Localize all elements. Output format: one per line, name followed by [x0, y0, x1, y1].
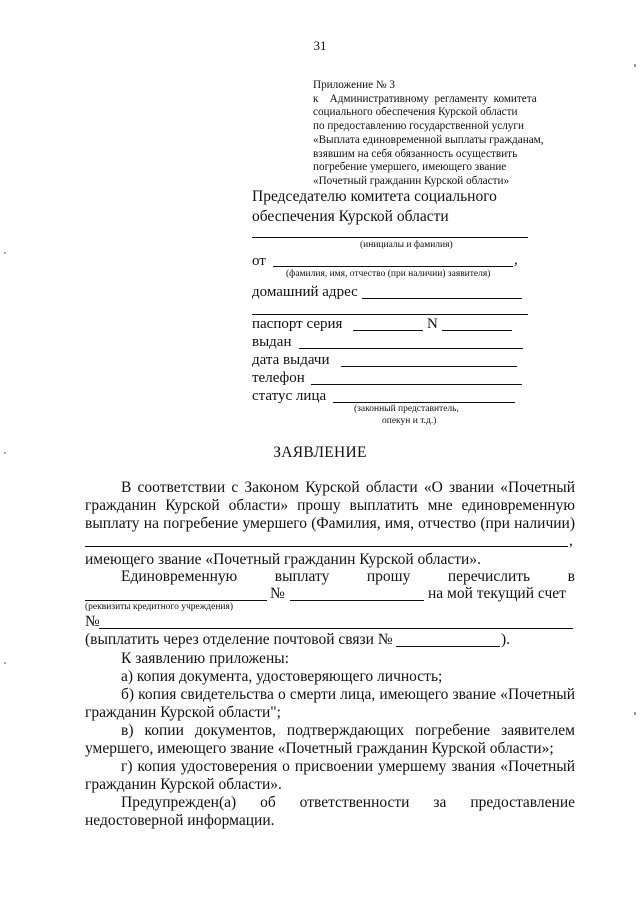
fio-hint: (фамилия, имя, отчество (при наличии) заявителя): [286, 269, 491, 279]
post-office-text: (выплатить через отделение почтовой связи №: [85, 631, 393, 648]
document-title: ЗАЯВЛЕНИЕ: [273, 444, 367, 461]
phone-label: телефон: [252, 370, 305, 386]
status-line[interactable]: [333, 390, 515, 403]
payment-request-row: [85, 568, 575, 587]
status-hint: опекун и т.д.): [382, 416, 437, 426]
attachment-item: в) копии документов, подтверждающих погребение заявителем: [121, 722, 575, 739]
passport-series-line[interactable]: [353, 318, 423, 331]
attachment-item-cont: гражданин Курской области";: [85, 704, 281, 721]
addressee-line: обеспечения Курской области: [252, 208, 449, 225]
issued-line[interactable]: [299, 336, 523, 349]
appendix-line: «Выплата единовременной выплаты гражданам,: [313, 133, 544, 146]
passport-n-label: N: [427, 316, 438, 332]
issue-date-line[interactable]: [341, 354, 517, 367]
account-label: на мой текущий счет: [428, 585, 566, 602]
appendix-line: погребение умершего, имеющего звание: [313, 161, 507, 174]
word: перечислить: [447, 568, 531, 585]
status-hint: (законный представитель,: [354, 404, 459, 414]
scan-mark: [4, 252, 6, 254]
scan-mark: [634, 64, 636, 67]
bank-line[interactable]: [85, 588, 267, 601]
from-comma: ,: [514, 252, 518, 268]
bank-number-line[interactable]: [290, 588, 424, 601]
body-line: имеющего звание «Почетный гражданин Курской области».: [85, 551, 481, 568]
warning-line: недостоверной информации.: [85, 812, 275, 829]
post-office-close: ).: [501, 631, 511, 648]
passport-label: паспорт серия: [252, 316, 343, 332]
attachments-title: К заявлению приложены:: [121, 650, 289, 667]
number-label: №: [270, 585, 285, 602]
attachment-item: г) копия удостоверения о присвоении умершему звания «Почетный: [121, 758, 575, 775]
body-line: гражданин Курской области» прошу выплатить мне единовременную: [85, 497, 575, 514]
body-comma: ,: [569, 532, 573, 549]
scan-mark: [634, 712, 636, 715]
scan-mark: [4, 452, 6, 454]
initials-line[interactable]: [252, 225, 528, 238]
warning-line: Предупрежден(а) об ответственности за предоставление: [121, 794, 575, 811]
page-number: 31: [313, 38, 327, 53]
body-line: В соответствии с Законом Курской области «О звании «Почетный: [121, 479, 575, 496]
number-label: №: [85, 613, 100, 630]
appendix-line: к Административному регламенту комитета: [313, 92, 537, 105]
address-line-2[interactable]: [252, 304, 528, 315]
from-line[interactable]: [273, 254, 513, 267]
appendix-line: «Почетный гражданин Курской области»: [313, 174, 510, 187]
word: в: [567, 568, 575, 585]
passport-number-line[interactable]: [442, 318, 512, 331]
addressee-line: Председателю комитета социального: [252, 188, 497, 205]
word: выплату: [274, 568, 330, 585]
issued-label: выдан: [252, 334, 292, 350]
account-number-line[interactable]: [99, 616, 573, 629]
address-label: домашний адрес: [252, 284, 358, 300]
word: прошу: [366, 568, 411, 585]
from-label: от: [252, 253, 266, 269]
appendix-line: социального обеспечения Курской области: [313, 106, 518, 119]
attachment-item-cont: гражданин Курской области».: [85, 776, 282, 793]
status-label: статус лица: [252, 388, 327, 404]
post-office-line[interactable]: [396, 634, 500, 647]
address-line[interactable]: [362, 286, 522, 299]
appendix-line: по предоставлению государственной услуги: [313, 120, 524, 133]
phone-line[interactable]: [311, 372, 522, 385]
attachment-item-cont: умершего, имеющего звание «Почетный гражданин Курской области»;: [85, 740, 554, 757]
deceased-name-line[interactable]: [85, 534, 568, 547]
body-line: выплату на погребение умершего (Фамилия, имя, отчество (при наличии): [85, 515, 575, 532]
scan-mark: [4, 662, 6, 664]
bank-hint: (реквизиты кредитного учреждения): [85, 602, 234, 612]
addressee-block: [252, 187, 497, 227]
attachment-item: б) копия свидетельства о смерти лица, имеющего звание «Почетный: [121, 686, 575, 703]
appendix-line: Приложение № 3: [313, 79, 395, 91]
attachment-item: а) копия документа, удостоверяющего личность;: [121, 668, 443, 685]
word: Единовременную: [121, 568, 238, 585]
initials-hint: (инициалы и фамилия): [360, 240, 453, 250]
appendix-line: взявшим на себя обязанность осуществить: [313, 147, 518, 160]
appendix-header: [313, 79, 544, 189]
issue-date-label: дата выдачи: [252, 352, 330, 368]
